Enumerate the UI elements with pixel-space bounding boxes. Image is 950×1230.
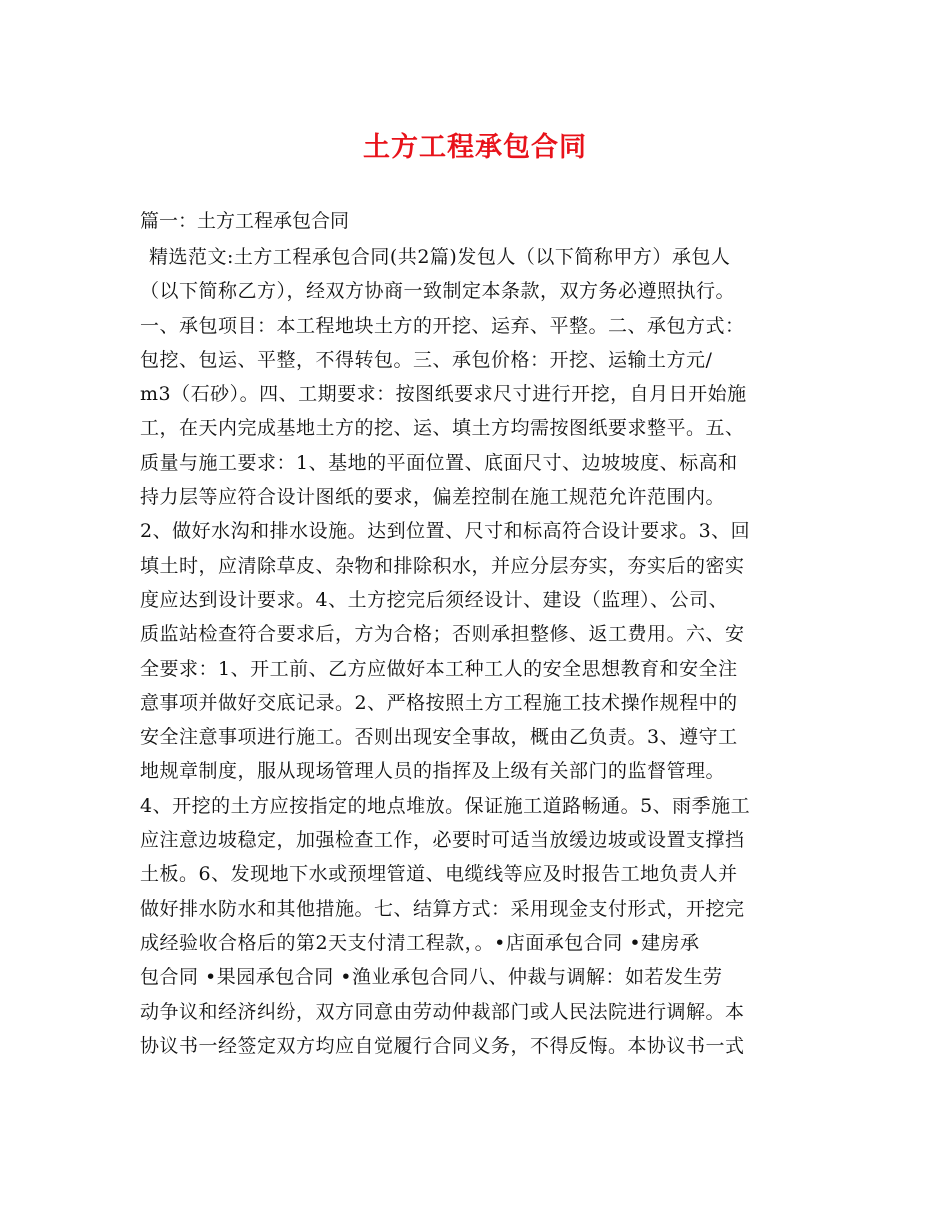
body-line: 2、做好水沟和排水设施。达到位置、尺寸和标高符合设计要求。3、回 bbox=[140, 520, 751, 543]
body-line: 安全注意事项进行施工。否则出现安全事故，概由乙负责。3、遵守工 bbox=[140, 726, 738, 749]
body-line: 填土时，应清除草皮、杂物和排除积水，并应分层夯实，夯实后的密实 bbox=[140, 554, 745, 577]
body-line: 应注意边坡稳定，加强检查工作，必要时可适当放缓边坡或设置支撑挡 bbox=[140, 829, 745, 852]
body-line: 精选范文:土方工程承包合同(共2篇)发包人（以下简称甲方）承包人 bbox=[149, 246, 731, 268]
body-line: m3（石砂）。四、工期要求：按图纸要求尺寸进行开挖，自月日开始施 bbox=[140, 383, 747, 406]
body-line: 持力层等应符合设计图纸的要求，偏差控制在施工规范允许范围内。 bbox=[140, 486, 726, 509]
body-line: 4、开挖的土方应按指定的地点堆放。保证施工道路畅通。5、雨季施工 bbox=[140, 794, 751, 817]
body-line: 包挖、包运、平整，不得转包。三、承包价格：开挖、运输土方元/ bbox=[140, 348, 713, 371]
body-line: 质量与施工要求：1、基地的平面位置、底面尺寸、边坡坡度、标高和 bbox=[140, 451, 738, 474]
body-line: 一、承包项目：本工程地块土方的开挖、运弃、平整。二、承包方式： bbox=[140, 314, 745, 337]
body-line: 质监站检查符合要求后，方为合格；否则承担整修、返工费用。六、安 bbox=[140, 623, 745, 646]
body-line: 包合同 •果园承包合同 •渔业承包合同八、仲裁与调解：如若发生劳 bbox=[140, 966, 723, 989]
body-line: 工，在天内完成基地土方的挖、运、填土方均需按图纸要求整平。五、 bbox=[140, 417, 745, 440]
body-line: 地规章制度，服从现场管理人员的指挥及上级有关部门的监督管理。 bbox=[140, 760, 726, 783]
body-line: （以下简称乙方），经双方协商一致制定本条款，双方务必遵照执行。 bbox=[140, 280, 736, 303]
body-line: 成经验收合格后的第2天支付清工程款，。•店面承包合同 •建房承 bbox=[140, 931, 700, 954]
body-line: 协议书一经签定双方均应自觉履行合同义务，不得反悔。本协议书一式 bbox=[140, 1034, 745, 1057]
body-line: 意事项并做好交底记录。2、严格按照土方工程施工技术操作规程中的 bbox=[140, 691, 738, 714]
body-line: 做好排水防水和其他措施。七、结算方式：采用现金支付形式，开挖完 bbox=[140, 897, 745, 920]
document-title: 土方工程承包合同 bbox=[363, 132, 587, 163]
body-line: 土板。6、发现地下水或预埋管道、电缆线等应及时报告工地负责人并 bbox=[140, 863, 738, 886]
body-line: 动争议和经济纠纷，双方同意由劳动仲裁部门或人民法院进行调解。本 bbox=[140, 1000, 745, 1023]
section-heading: 篇一：土方工程承包合同 bbox=[140, 210, 350, 232]
document-body bbox=[140, 240, 820, 1063]
body-line: 全要求：1、开工前、乙方应做好本工种工人的安全思想教育和安全注 bbox=[140, 657, 738, 680]
body-line: 度应达到设计要求。4、土方挖完后须经设计、建设（监理）、公司、 bbox=[140, 588, 729, 611]
